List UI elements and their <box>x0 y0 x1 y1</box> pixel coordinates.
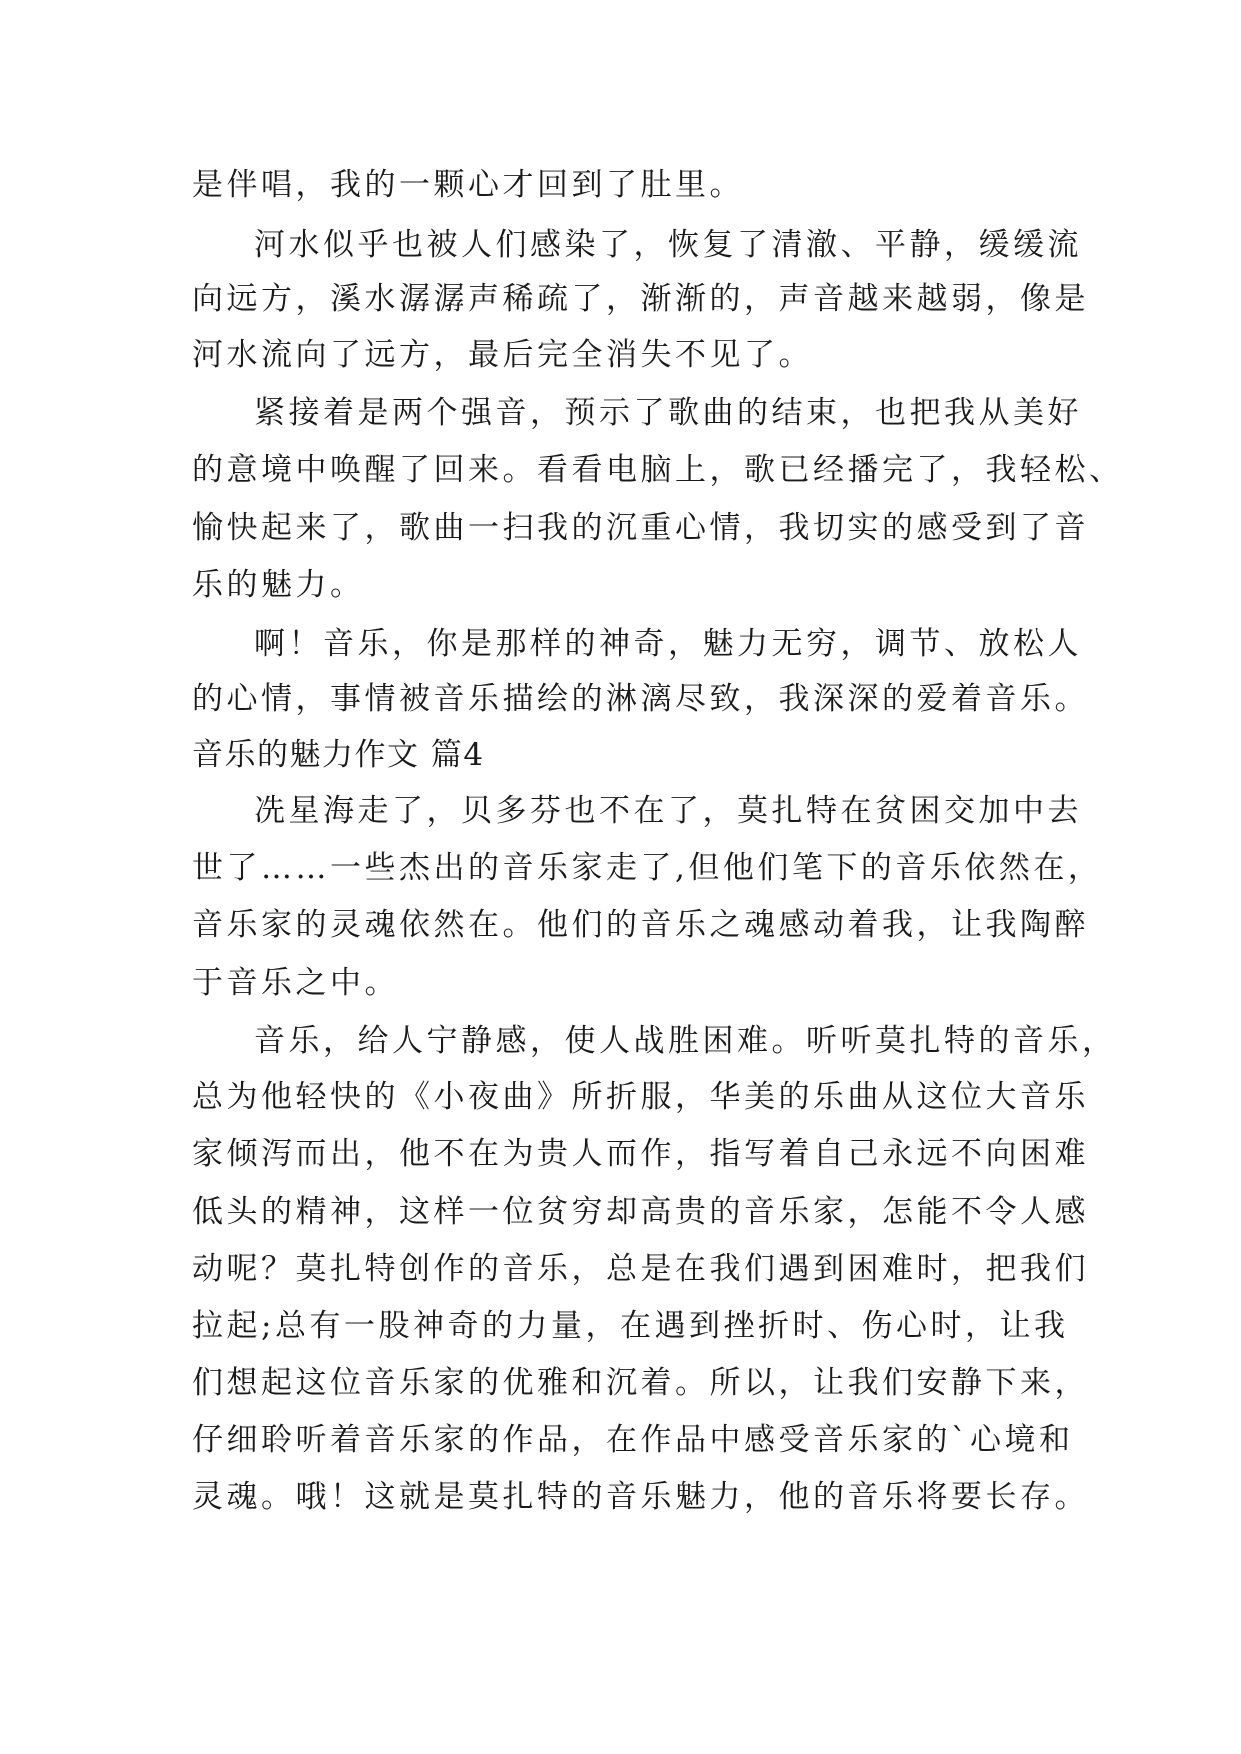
text-line: 们想起这位音乐家的优雅和沉着。所以，让我们安静下来， <box>192 1365 1089 1401</box>
paragraph-first-line: 啊！音乐，你是那样的神奇，魅力无穷，调节、放松人 <box>254 626 1082 662</box>
text-line: 仔细聆听着音乐家的作品，在作品中感受音乐家的`心境和 <box>192 1422 1074 1458</box>
text-line: 灵魂。哦！这就是莫扎特的音乐魅力，他的音乐将要长存。 <box>192 1479 1089 1515</box>
paragraph-first-line: 冼星海走了，贝多芬也不在了，莫扎特在贫困交加中去 <box>254 793 1082 829</box>
text-line: 总为他轻快的《小夜曲》所折服，华美的乐曲从这位大音乐 <box>192 1079 1089 1115</box>
text-line: 于音乐之中。 <box>192 965 399 1001</box>
text-line: 向远方，溪水潺潺声稀疏了，渐渐的，声音越来越弱，像是 <box>192 281 1089 317</box>
section-heading: 音乐的魅力作文 篇4 <box>192 737 485 773</box>
paragraph-first-line: 音乐，给人宁静感，使人战胜困难。听听莫扎特的音乐， <box>254 1023 1117 1059</box>
text-line: 的意境中唤醒了回来。看看电脑上，歌已经播完了，我轻松、 <box>192 452 1124 488</box>
text-line: 拉起;总有一股神奇的力量，在遇到挫折时、伤心时，让我 <box>192 1308 1069 1344</box>
text-line: 家倾泻而出，他不在为贵人而作，指写着自己永远不向困难 <box>192 1136 1089 1172</box>
paragraph-first-line: 河水似乎也被人们感染了，恢复了清澈、平静，缓缓流 <box>254 227 1082 263</box>
text-line: 的心情，事情被音乐描绘的淋漓尽致，我深深的爱着音乐。 <box>192 681 1089 717</box>
paragraph-first-line: 紧接着是两个强音，预示了歌曲的结束，也把我从美好 <box>254 395 1082 431</box>
text-line: 世了……一些杰出的音乐家走了,但他们笔下的音乐依然在， <box>192 850 1103 886</box>
text-line: 低头的精神，这样一位贫穷却高贵的音乐家，怎能不令人感 <box>192 1194 1089 1230</box>
text-line: 愉快起来了，歌曲一扫我的沉重心情，我切实的感受到了音 <box>192 510 1089 546</box>
text-line: 音乐家的灵魂依然在。他们的音乐之魂感动着我，让我陶醉 <box>192 907 1089 943</box>
text-line: 河水流向了远方，最后完全消失不见了。 <box>192 337 813 373</box>
text-line: 动呢？莫扎特创作的音乐，总是在我们遇到困难时，把我们 <box>192 1251 1089 1287</box>
text-line: 乐的魅力。 <box>192 567 365 603</box>
text-line: 是伴唱，我的一颗心才回到了肚里。 <box>192 167 744 203</box>
